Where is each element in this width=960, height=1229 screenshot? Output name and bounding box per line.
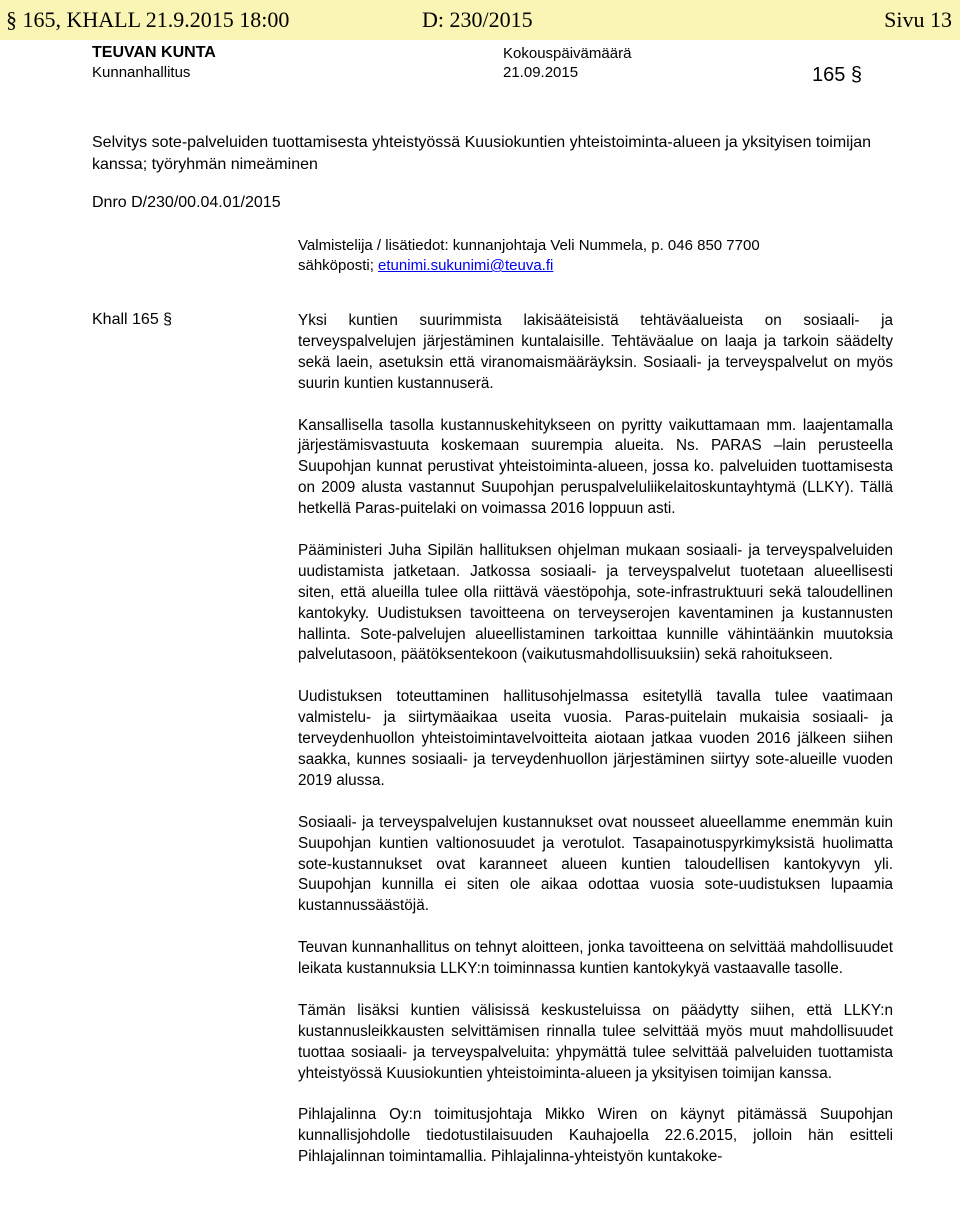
agenda-body [298, 311, 893, 1189]
meeting-reference: § 165, KHALL 21.9.2015 18:00 [6, 7, 290, 32]
document-number: D: 230/2015 [422, 7, 533, 32]
contact-info [298, 236, 760, 276]
email-link[interactable]: etunimi.sukunimi@teuva.fi [378, 257, 554, 274]
body-paragraph: Tämän lisäksi kuntien välisissä keskusteluissa on päädytty siihen, että LLKY:n kustannusleikkausten selvittämisen rinnalla tulee selvittää myös muut mahdollisuudet tuottaa sosiaali- ja terveyspalveluita: yhpymättä tulee selvittää palveluiden tuottamista yhteistyössä Kuusiokuntien yhteistoiminta-alueen ja yksityisen toimijan kanssa. [298, 1001, 893, 1082]
body-paragraph: Sosiaali- ja terveyspalvelujen kustannukset ovat nousseet alueellamme enemmän kuin Suupohjan kuntien valtionosuudet ja verotulot. Tasapainotuspyrkimyksistä huolimatta sote-kustannukset ovat karanneet alueen kuntien taloudellisen kantokyvyn yli. Suupohjan kunnilla ei siten ole aikaa odottaa vuosia sote-uudistuksen lupaamia kustannussäästöjä. [298, 813, 893, 915]
page-header-bar [0, 0, 960, 40]
contact-preparer: Valmistelija / lisätiedot: kunnanjohtaja Veli Nummela, p. 046 850 7700 [298, 237, 760, 254]
meeting-date-label: Kokouspäivämäärä [503, 45, 632, 62]
body-paragraph: Pääministeri Juha Sipilän hallituksen ohjelman mukaan sosiaali- ja terveyspalveluiden uudistamista jatketaan. Jatkossa sosiaali- ja terveyspalvelut tuotetaan alueellisesti siten, että alueilla tulee olla riittävä väestöpohja, sote-infrastruktuuri sekä taloudellinen kantokyky. Uudistuksen tavoitteena on terveyserojen kaventaminen ja kustannusten hallinta. Sote-palvelujen alueellistaminen tarkoittaa kunnille vähintäänkin muutoksia palvelutasoon, päätöksentekoon (vaikutusmahdollisuuksiin) sekä rahoitukseen. [298, 541, 893, 664]
department-name: Kunnanhallitus [92, 64, 191, 81]
body-paragraph: Pihlajalinna Oy:n toimitusjohtaja Mikko Wiren on käynyt pitämässä Suupohjan kunnallisjohdolle tiedotustilaisuuden Kauhajoella 22.6.2015, jolloin hän esitteli Pihlajalinnan toimintamallia. Pihlajalinna-yhteistyön kuntakoke- [298, 1106, 893, 1166]
contact-email-line [298, 256, 760, 276]
page-number: Sivu 13 [884, 7, 952, 32]
body-paragraph: Uudistuksen toteuttaminen hallitusohjelmassa esitetyllä tavalla tulee vaatimaan valmistelu- ja siirtymäaikaa useita vuosia. Paras-puitelain mukaisia sosiaali- ja terveydenhuollon yhteistoimintavelvoitteita aiotaan jatkaa vuoden 2016 jälkeen siihen saakka, kunnes sosiaali- ja terveydenhuollon järjestäminen siirtyy sote-alueille vuoden 2019 alussa. [298, 688, 893, 789]
record-number: Dnro D/230/00.04.01/2015 [92, 194, 281, 211]
khall-section-label: Khall 165 § [92, 311, 173, 328]
agenda-item-title: Selvitys sote-palveluiden tuottamisesta yhteistyössä Kuusiokuntien yhteistoiminta-alueen ja yksityisen toimijan kanssa; työryhmän nimeäminen [92, 134, 872, 173]
section-number: 165 § [812, 64, 863, 86]
body-paragraph: Teuvan kunnanhallitus on tehnyt aloitteen, jonka tavoitteena on selvittää mahdollisuudet leikata kustannuksia LLKY:n toiminnassa kuntien kantokykyä vastaavalle tasolle. [298, 939, 893, 978]
body-paragraph: Yksi kuntien suurimmista lakisääteisistä tehtäväalueista on sosiaali- ja terveyspalvelujen järjestäminen kuntalaisille. Tehtäväalue on laaja ja tarkoin säädelty sekä laein, asetuksin että viranomaismääräyksin. Sosiaali- ja terveyspalvelut on myös suurin kuntien kustannuserä. [298, 312, 893, 392]
body-paragraph: Kansallisella tasolla kustannuskehitykseen on pyritty vaikuttamaan mm. laajentamalla järjestämisvastuuta koskemaan suurempia alueita. Ns. PARAS –lain perusteella Suupohjan kunnat perustivat yhteistoiminta-alueen, jossa ko. palveluiden tuottamisesta on 2009 alusta vastannut Suupohjan peruspalveluliikelaitoskuntayhtymä (LLKY). Tällä hetkellä Paras-puitelaki on voimassa 2016 loppuun asti. [298, 416, 893, 518]
email-label: sähköposti; [298, 257, 379, 274]
organization-name: TEUVAN KUNTA [92, 44, 216, 61]
meeting-date: 21.09.2015 [503, 64, 579, 81]
